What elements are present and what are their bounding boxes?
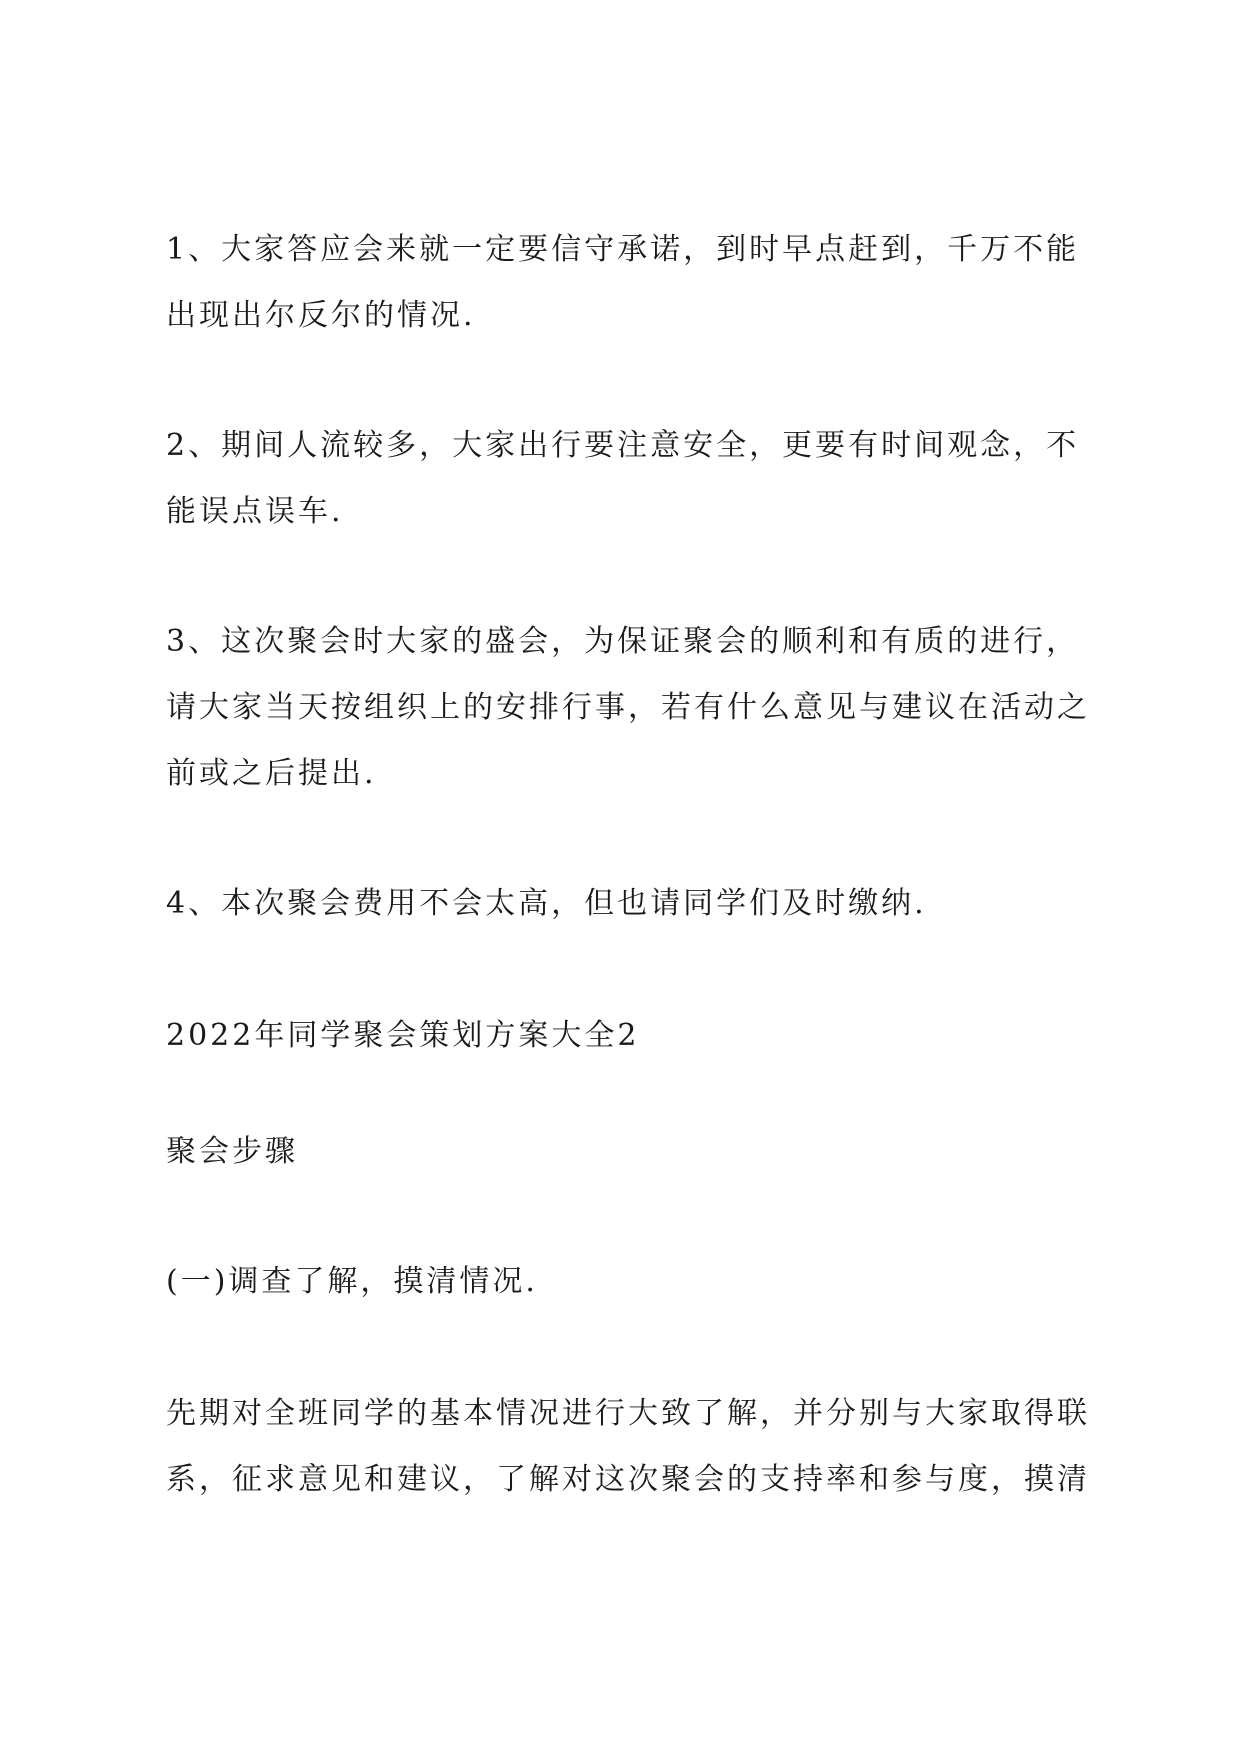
step-heading-1 (166, 1249, 1096, 1315)
text-line: 聚会步骤 (166, 1134, 298, 1169)
text-line: 2022年同学聚会策划方案大全2 (166, 1018, 640, 1053)
text-line: 1、大家答应会来就一定要信守承诺，到时早点赶到，千万不能 (166, 232, 1080, 267)
text-line: 能误点误车. (166, 494, 344, 529)
text-line: 先期对全班同学的基本情况进行大致了解，并分别与大家取得联 (166, 1396, 1090, 1431)
text-line: 出现出尔反尔的情况. (166, 298, 476, 333)
text-line: 请大家当天按组织上的安排行事，若有什么意见与建议在活动之 (166, 690, 1090, 725)
paragraph-note-3 (166, 609, 1096, 807)
text-line: 系，征求意见和建议，了解对这次聚会的支持率和参与度，摸清 (166, 1462, 1090, 1497)
paragraph-note-2 (166, 413, 1096, 545)
paragraph-note-1 (166, 217, 1096, 349)
text-line: 4、本次聚会费用不会太高，但也请同学们及时缴纳. (166, 886, 927, 921)
text-line: (一)调查了解，摸清情况. (166, 1264, 538, 1299)
text-line: 2、期间人流较多，大家出行要注意安全，更要有时间观念，不 (166, 428, 1080, 463)
body-paragraph (166, 1381, 1096, 1513)
text-line: 前或之后提出. (166, 756, 377, 791)
text-line: 3、这次聚会时大家的盛会，为保证聚会的顺利和有质的进行， (166, 624, 1080, 659)
paragraph-note-4 (166, 871, 1096, 937)
subheading-steps (166, 1119, 1096, 1185)
section-heading (166, 1003, 1096, 1069)
